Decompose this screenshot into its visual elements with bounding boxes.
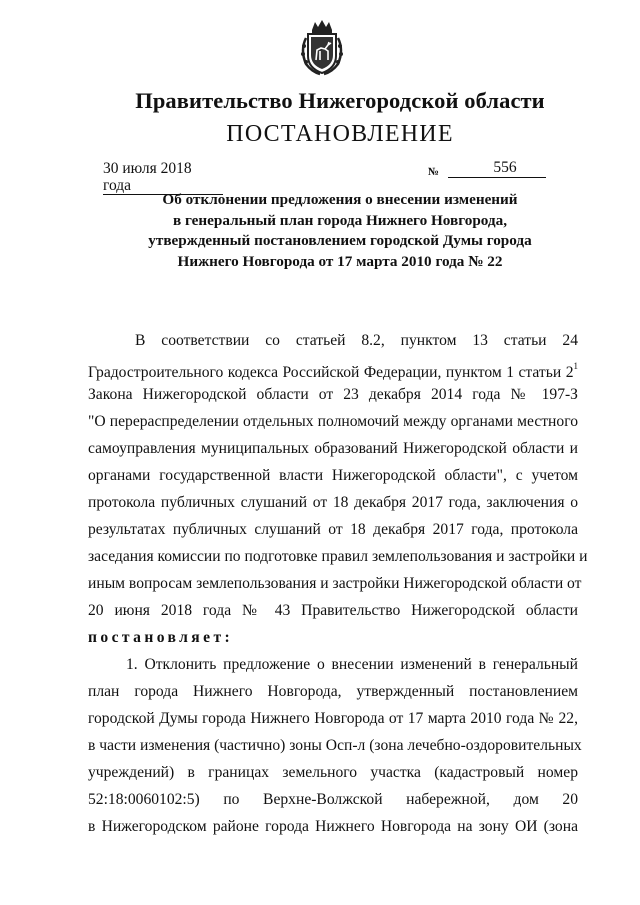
item-line: 1. Отклонить предложение о внесении изменений в генеральный (126, 656, 578, 673)
body-line: протокола публичных слушаний от 18 декабря 2017 года, заключения о (88, 494, 578, 511)
body-line: Градостроительного кодекса Российской Федерации, пунктом 1 статьи $2^1$ (88, 361, 578, 382)
coat-of-arms-icon (298, 18, 346, 76)
body-line: "О перераспределении отдельных полномочий между органами местного (88, 413, 578, 430)
subject-line: в генеральный план города Нижнего Новгорода, (172, 211, 507, 229)
number-sign: № (428, 166, 440, 178)
item-line: 52:18:0060102:5) по Верхне-Волжской набережной, дом 20 (88, 791, 578, 808)
government-title: Правительство Нижегородской области (135, 88, 545, 113)
body-line: В соответствии со статьей 8.2, пунктом 13 статьи 24 (135, 332, 578, 349)
document-subject (0, 190, 640, 272)
body-line: 20 июня 2018 года № 43 Правительство Нижегородской области (88, 602, 578, 619)
subject-line: Об отклонении предложения о внесении изменений (162, 191, 518, 208)
body-line: иным вопросам землепользования и застройки Нижегородской области от (88, 575, 582, 592)
subject-line: Нижнего Новгорода от 17 марта 2010 года № 22 (177, 252, 503, 270)
document-number-field (448, 160, 546, 178)
item-line: учреждений) в границах земельного участка (кадастровый номер (88, 764, 578, 781)
item-line: городской Думы города Нижнего Новгорода от 17 марта 2010 года № 22, (88, 710, 578, 727)
body-line: органами государственной власти Нижегородской области", с учетом (88, 467, 578, 484)
decree-word: постановляет: (88, 629, 234, 646)
body-line: самоуправления муниципальных образований Нижегородской области и (88, 440, 578, 457)
superscript: 1 (573, 361, 578, 371)
body-line: заседания комиссии по подготовке правил землепользования и застройки и (88, 548, 588, 565)
item-line: план города Нижнего Новгорода, утвержденный постановлением (88, 683, 578, 700)
item-line: в Нижегородском районе города Нижнего Новгорода на зону ОИ (зона (88, 818, 578, 835)
document-number: 556 (493, 159, 517, 176)
body-line: Закона Нижегородской области от 23 декабря 2014 года № 197-З (88, 386, 578, 403)
body-line: результатах публичных слушаний от 18 декабря 2017 года, протокола (88, 521, 578, 538)
document-date: 30 июля 2018 года (103, 160, 223, 195)
subject-line: утвержденный постановлением городской Думы города (148, 232, 532, 249)
document-kind: ПОСТАНОВЛЕНИЕ (226, 121, 454, 147)
item-line: в части изменения (частично) зоны Осп-л (зона лечебно-оздоровительных (88, 737, 582, 754)
